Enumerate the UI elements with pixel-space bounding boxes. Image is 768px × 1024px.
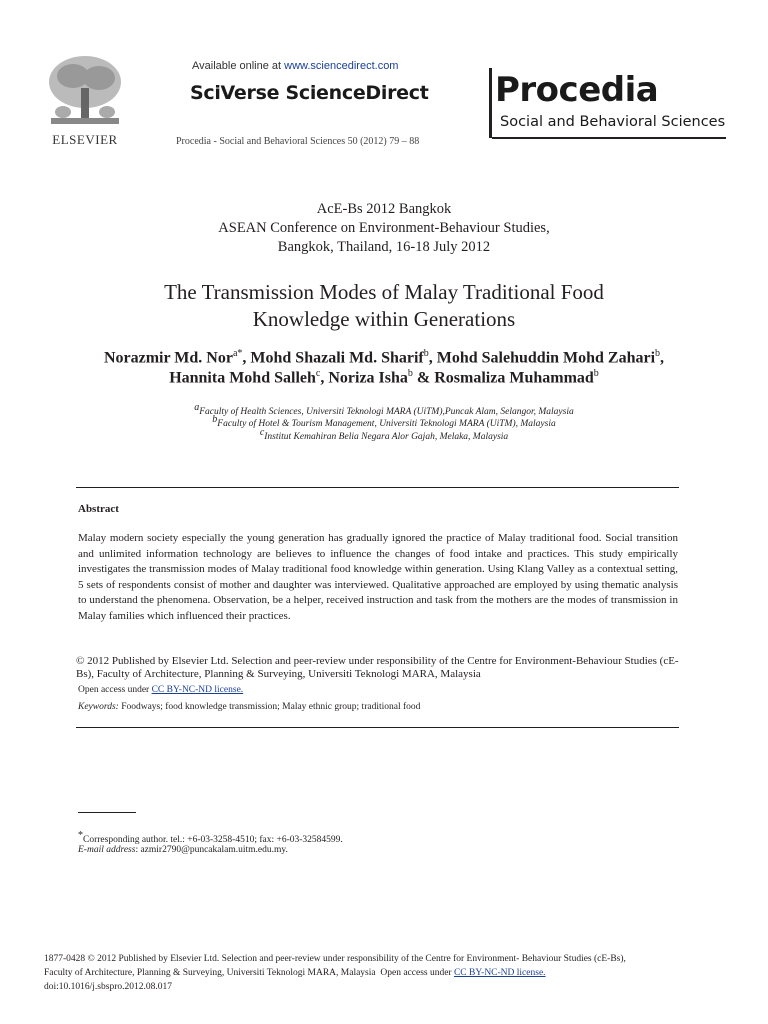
email-label: E-mail address (78, 845, 136, 855)
footer-line-1: 1877-0428 © 2012 Published by Elsevier Ltd. Selection and peer-review under responsibility of the Centre for Environment- Behaviour Studies (cE-Bs), (44, 954, 626, 964)
publisher-name: ELSEVIER (52, 132, 118, 147)
procedia-bar (489, 68, 492, 138)
doi-line: doi:10.1016/j.sbspro.2012.08.017 (44, 982, 172, 992)
author-separator: , (660, 349, 665, 367)
author-sup: b (655, 348, 661, 359)
available-online-text (192, 60, 398, 72)
keywords-label: Keywords: (78, 702, 119, 712)
abstract-heading: Abstract (78, 503, 119, 515)
footer-line-2 (44, 968, 546, 978)
procedia-rule (492, 137, 726, 139)
affiliation-text: Faculty of Hotel & Tourism Management, Universiti Teknologi MARA (UiTM), Malaysia (217, 419, 556, 430)
email-footnote (78, 845, 288, 855)
footnote-rule (78, 812, 136, 813)
abstract-body: Malay modern society especially the young generation has gradually ignored the practice of Malay traditional food. Social transition and unlimited information technology are believes to influence the changes of food intake and practices. This study empirically investigates the transmission modes of Malay traditional food knowledge within generation. Using Klang Valley as a contextual setting, 5 sets of respondents consist of mother and daughter was interviewed. Qualitative approached are employed by using thematic analysis to understand the phenomena. Observation, be a helper, received instruction and task from the mothers are the modes of transmission in Malay families which influenced their practices. (78, 532, 678, 622)
conference-line-3: Bangkok, Thailand, 16-18 July 2012 (277, 239, 491, 255)
procedia-title: Procedia (495, 70, 659, 110)
author-name: Norazmir Md. Nor (103, 349, 233, 367)
author-sup: b (423, 348, 429, 359)
author-name: & Rosmaliza Muhammad (412, 369, 594, 387)
corresponding-text: Corresponding author. tel.: +6-03-3258-4510; fax: +6-03-32584599. (83, 835, 343, 846)
sciverse-logo-text: SciVerse ScienceDirect (190, 82, 429, 104)
conference-line-1: AcE-Bs 2012 Bangkok (316, 201, 452, 217)
footer-license-link[interactable]: CC BY-NC-ND license. (453, 968, 546, 978)
abstract-bottom-rule (76, 727, 679, 728)
author-sup: b (593, 368, 599, 379)
procedia-subtitle: Social and Behavioral Sciences (500, 114, 726, 130)
authors-line-2 (0, 368, 768, 387)
keywords-line (78, 702, 420, 712)
author-sup: b (407, 368, 413, 379)
author-name: , Mohd Salehuddin Mohd Zahari (428, 349, 656, 367)
affiliation-sup: c (259, 427, 265, 438)
abstract-top-rule (76, 487, 679, 488)
elsevier-logo (40, 52, 130, 148)
keywords-text: Foodways; food knowledge transmission; Malay ethnic group; traditional food (118, 702, 421, 712)
open-access-prefix: Open access under (78, 685, 152, 695)
corresponding-author-footnote (78, 830, 343, 845)
email-address: : azmir2790@puncakalam.uitm.edu.my. (135, 845, 288, 855)
affiliation-sup: b (212, 414, 218, 425)
elsevier-tree-icon (43, 52, 127, 130)
license-link[interactable]: CC BY-NC-ND license. (151, 685, 244, 695)
affiliation-c (0, 427, 768, 442)
author-name: , Noriza Isha (320, 369, 408, 387)
open-access-line (78, 685, 243, 695)
affiliation-text: Institut Kemahiran Belia Negara Alor Gajah, Melaka, Malaysia (264, 432, 509, 443)
paper-title-line-2: Knowledge within Generations (252, 307, 516, 331)
available-prefix: Available online at (192, 60, 285, 72)
footnote-sup: * (78, 830, 83, 841)
author-name: Hannita Mohd Salleh (169, 369, 316, 387)
paper-title-line-1: The Transmission Modes of Malay Traditional Food (164, 280, 604, 304)
authors-line-1 (0, 348, 768, 367)
author-sup: c (315, 368, 321, 379)
copyright-notice: © 2012 Published by Elsevier Ltd. Selection and peer-review under responsibility of the Centre for Environment-Behaviour Studies (cE-Bs), Faculty of Architecture, Planning & Surveying, Universiti Teknologi MARA, Malaysia (76, 655, 679, 680)
affiliation-sup: a (194, 402, 200, 413)
author-sup: a* (232, 348, 243, 359)
sciencedirect-link[interactable]: www.sciencedirect.com (284, 60, 399, 72)
journal-reference: Procedia - Social and Behavioral Sciences 50 (2012) 79 – 88 (176, 136, 420, 147)
footer-text: Faculty of Architecture, Planning & Surveying, Universiti Teknologi MARA, Malaysia (44, 968, 376, 978)
author-name: , Mohd Shazali Md. Sharif (242, 349, 424, 367)
footer-open-access-prefix: Open access under (375, 968, 454, 978)
affiliation-text: Faculty of Health Sciences, Universiti Teknologi MARA (UiTM),Puncak Alam, Selangor, Malaysia (199, 407, 574, 418)
conference-line-2: ASEAN Conference on Environment-Behaviour Studies, (218, 220, 550, 236)
